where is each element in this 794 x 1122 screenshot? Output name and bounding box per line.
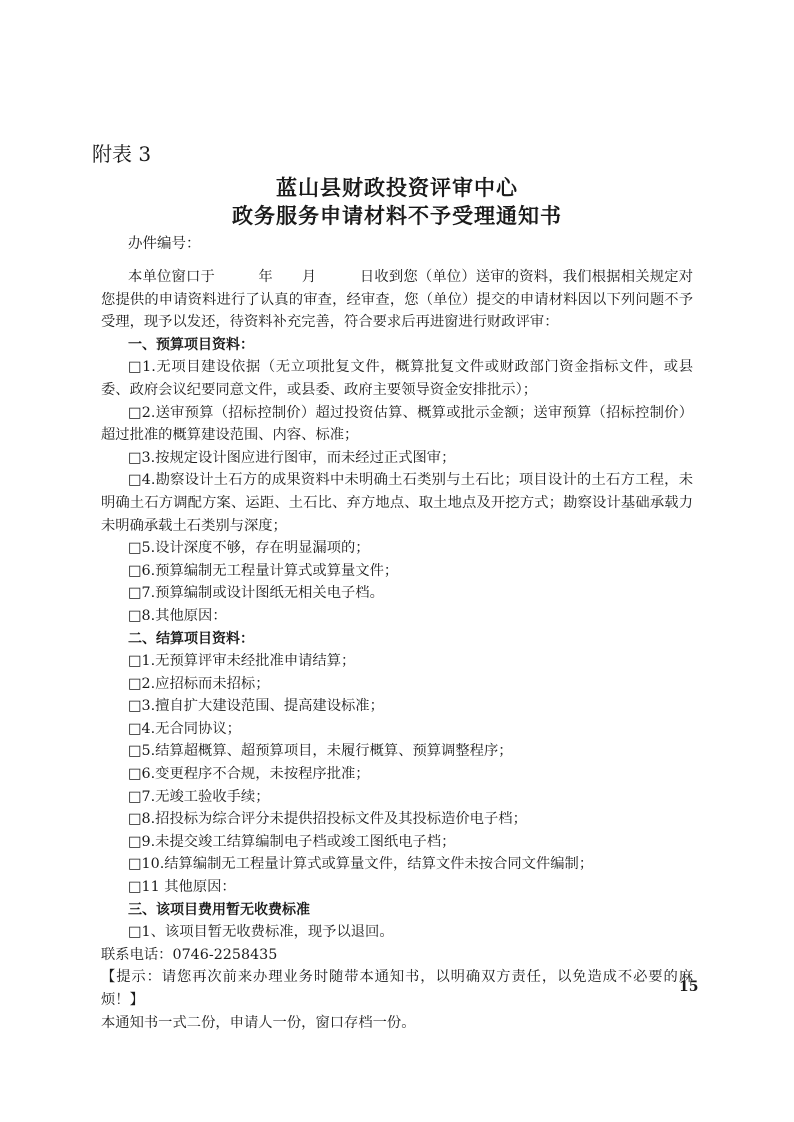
checklist-item: □8.招投标为综合评分未提供招投标文件及其投标造价电子档； (128, 811, 527, 828)
checklist-item: □6.变更程序不合规，未按程序批准； (128, 766, 370, 783)
checklist-item: □7.预算编制或设计图纸无相关电子档。 (128, 585, 384, 602)
notice-body (101, 266, 693, 1034)
checklist-item: □1、该项目暂无收费标准，现予以退回。 (128, 924, 394, 941)
checklist-item: □2.应招标而未招标； (128, 675, 270, 692)
paragraph: 本单位窗口于 年 月 日收到您（单位）送审的资料，我们根据相关规定对您提供的申请资料进行了认真的审查，经审查，您（单位）提交的申请材料因以下列问题不予受理，现予以发还，待资料补充完善，符合要求后再进窗进行财政评审： (101, 269, 693, 331)
section-heading: 三、该项目费用暂无收费标准 (128, 901, 310, 918)
checklist-item: □10.结算编制无工程量计算式或算量文件，结算文件未按合同文件编制； (128, 856, 594, 873)
checklist-item: □9.未提交竣工结算编制电子档或竣工图纸电子档； (128, 833, 456, 850)
doc-number-label: 办件编号： (128, 236, 201, 252)
checklist-item: □8.其他原因： (128, 607, 227, 624)
checklist-item: □6.预算编制无工程量计算式或算量文件； (128, 562, 399, 579)
checklist-item: □5.结算超概算、超预算项目，未履行概算、预算调整程序； (128, 743, 513, 760)
checklist-item: □2.送审预算（招标控制价）超过投资估算、概算或批示金额；送审预算（招标控制价）超过批准的概算建设范围、内容、标准； (101, 404, 693, 444)
checklist-item: □7.无竣工验收手续； (128, 788, 270, 805)
section-heading: 一、预算项目资料： (128, 336, 254, 353)
document-subtitle: 政务服务申请材料不予受理通知书 (232, 204, 562, 228)
checklist-item: □5.设计深度不够，存在明显漏项的； (128, 540, 370, 557)
page-number: 15 (679, 979, 699, 995)
document-title: 蓝山县财政投资评审中心 (276, 176, 518, 200)
checklist-item: □4.勘察设计土石方的成果资料中未明确土石类别与土石比；项目设计的土石方工程，未明确土石方调配方案、运距、土石比、弃方地点、取土地点及开挖方式；勘察设计基础承载力未明确承载土石类别与深度； (101, 472, 693, 534)
checklist-item: □4.无合同协议； (128, 720, 241, 737)
section-heading: 二、结算项目资料： (128, 630, 254, 647)
paragraph: 本通知书一式二份，申请人一份，窗口存档一份。 (101, 1014, 416, 1031)
attachment-label: 附表 3 (92, 142, 152, 166)
checklist-item: □11 其他原因： (128, 879, 236, 896)
checklist-item: □1.无预算评审未经批准申请结算； (128, 653, 356, 670)
checklist-item: □1.无项目建设依据（无立项批复文件，概算批复文件或财政部门资金指标文件，或县委、政府会议纪要同意文件，或县委、政府主要领导资金安排批示）； (101, 359, 693, 398)
paragraph: 联系电话：0746-2258435 (101, 946, 278, 963)
checklist-item: □3.按规定设计图应进行图审，而未经过正式图审； (128, 449, 456, 466)
paragraph: 【提示：请您再次前来办理业务时随带本通知书，以明确双方责任，以免造成不必要的麻烦！】 (101, 969, 693, 1008)
checklist-item: □3.擅自扩大建设范围、提高建设标准； (128, 698, 384, 715)
